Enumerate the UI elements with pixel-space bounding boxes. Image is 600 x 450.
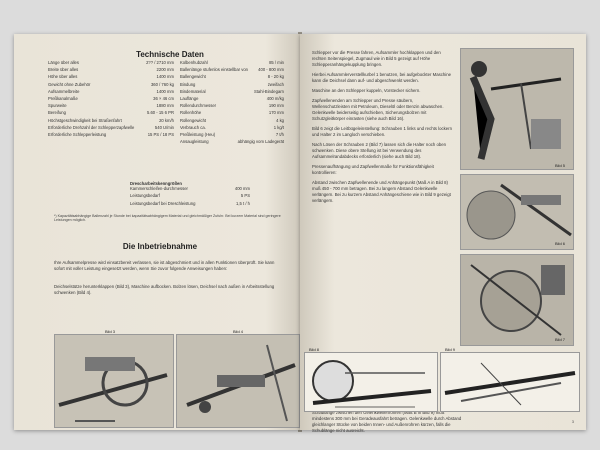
spec-label: Höchstgeschwindigkeit bei Straßenfahrt: [48, 117, 122, 123]
spec-row: [48, 74, 174, 81]
right-paragraph: Schlepper vor die Presse fahren, Aufsammler hochklappen und den rechten Seitenspiegel, Zugmaul wie in Bild 5 gezeigt auf Höhe Schlepperanhängekupplung bringen.: [312, 50, 441, 67]
bild-5-label: Bild 5: [555, 163, 566, 168]
bild-3-label: Bild 3: [105, 329, 116, 334]
spec-label: Ansaugleistung: [180, 139, 209, 145]
right-paragraph: Bild 6 zeigt die Leitbügeleinstellung: Schrauben 1 links und rechts lockern und Halter 2 im Langloch verschieben.: [312, 126, 452, 137]
spec-value: 20 km/h: [159, 117, 174, 123]
figure-bild-7: [460, 254, 574, 346]
spec-value: abhängig vom Ladegerät: [237, 139, 284, 145]
spec-value: zweifach: [267, 81, 284, 87]
spec-value: 85 / min: [269, 60, 284, 65]
spec-label: Höhe über alles: [48, 74, 78, 80]
spec-label: Gewicht ohne Zubehör: [48, 81, 91, 87]
right-paragraph: Nach Lösen der Schrauben 2 (Bild 7) lassen sich die Halter noch oben schwenken. Diese obere Stellung ist bei Verwendung des Aufsammelrandabdecks erforderlich (siehe auch Bild 18).: [312, 142, 446, 159]
figure-bild-5: [460, 48, 574, 170]
spec-label: Leistungsbedarf bei Dreschleistung: [130, 200, 196, 206]
right-page: [300, 34, 586, 433]
spec-row: [180, 60, 284, 67]
right-paragraph: Maschine an den Schlepper kuppeln, Vorstecker sichern.: [312, 88, 421, 93]
bild-4-label: Bild 4: [233, 329, 244, 334]
spec-row: [48, 132, 174, 139]
spec-row: [180, 132, 284, 139]
spec-label: Preßleistung (Heu): [180, 131, 216, 137]
spec-value: 1400 mm: [156, 88, 174, 94]
spec-value: 15 PS / 18 PS: [147, 131, 174, 137]
left-page: [14, 34, 300, 430]
spec-value: 170 mm: [268, 110, 284, 116]
right-paragraph: Pressenaufhängung und Zapfwellenmaße für Funktionsfähigkeit kontrollieren:: [312, 164, 434, 175]
spec-label: Verbrauch ca.: [180, 124, 206, 130]
spec-value: 400 - 800 mm: [258, 67, 284, 73]
figure-bild-9: [440, 347, 580, 412]
intro-paragraph-1: Ihre Aufsammelpresse wird einsatzbereit verlassen, sie ist abgeschmiert und in allen Funktionen überprüft. Sie kann sofort mit voller Leistung eingesetzt werden, wenn Sie zuvor folgende Anweisungen haben:: [54, 260, 275, 271]
spec-value: 190 mm: [268, 103, 284, 109]
figure-bild-8: [304, 347, 438, 412]
right-text-column: [312, 50, 452, 208]
spec-label: Länge über alles: [48, 60, 79, 65]
spec-label: Bindematerial: [180, 88, 206, 94]
spec-row: [180, 67, 284, 74]
spec-value: 2?? / 2710 mm: [146, 60, 174, 65]
figure-bild-4: [176, 329, 300, 428]
spec-label: Ballengewicht: [180, 74, 206, 80]
spec-value: 360 / 760 kg: [150, 81, 174, 87]
spec-label: Lauflänge: [180, 95, 199, 101]
spec-label: Erforderliche Schlepperleistung: [48, 131, 107, 137]
bild-8-label: Bild 8: [309, 347, 320, 352]
spec-label: Spurweite: [48, 103, 67, 109]
figure-bild-6: [460, 174, 574, 250]
page-number: 3: [571, 419, 574, 424]
spec-label: Breite über alles: [48, 67, 79, 73]
spec-value: 540 U/min: [154, 124, 174, 130]
spec-label: Erforderliche Drehzahl der Schlepperzapfwelle: [48, 124, 135, 130]
right-paragraph: Abstand zwischen Zapfwellenende und Anhängepunkt (Maß A in Bild 8) muß 450 - 700 mm betragen. Bei zu langem Abstand Gelenkwelle verlängern. Bei zu kurzem Abstand Anhängeschiene wie in Bild 9 gezeigt verlängern.: [312, 180, 451, 203]
schlepper-row: [130, 193, 250, 200]
spec-row: [180, 125, 284, 132]
spec-value: 7 t/h: [275, 131, 284, 137]
spec-value: 5 PS: [240, 193, 250, 199]
spec-row: [48, 96, 174, 103]
spec-row: [48, 125, 174, 132]
spec-label: Aufsammelbreite: [48, 88, 80, 94]
inbetriebnahme-heading: Die Inbetriebnahme: [122, 242, 198, 251]
schlepper-row: [130, 186, 250, 193]
right-paragraph: Zapfwellenenden am Schlepper und Presse säubern, Wellenschutzleisten mit Petroleum, Dieselöl oder Benzin abwaschen. Gelenkwelle beiderseitig aufschieben, Sicherungsbolzen mit Schutzgleitkörper einrasten (siehe auch Bild 16).: [312, 98, 444, 121]
spec-value: 1400 mm: [156, 74, 174, 80]
spec-row: [48, 82, 174, 89]
spec-label: Kolbenhubzahl: [180, 60, 208, 65]
spec-label: Bindung: [180, 81, 196, 87]
spec-value: 1 kg/t: [273, 124, 284, 130]
figure-bild-9-drawing: [441, 353, 579, 411]
figure-bild-3-drawing: [55, 335, 173, 427]
spec-value: Stahl-Bindegarn: [253, 88, 284, 94]
right-bottom-paragraph: mindestens 300 mm bei Geradeausfahrt betragen. Gelenkwelle durch Abstand gleichlanger Stücke von beiden Innen- und Außenrohren kürzen, falls die Schublänge nicht ausreicht.: [312, 416, 462, 433]
spec-row: [48, 103, 174, 110]
spec-value: 8 - 20 kg: [267, 74, 284, 80]
figure-bild-5-drawing: [461, 49, 573, 169]
footnote: *) Kapazitätsabhängige Ballenzahl je Stunde bei kapazitätsabhängigem Material und gleichmäßiger Zufuhr. Bei kurzem Material sind geringere Leistungen möglich.: [54, 214, 281, 223]
bild-6-label: Bild 6: [555, 241, 566, 246]
spec-row: [48, 67, 174, 74]
specs-left-column: [48, 60, 174, 139]
spec-value: 2200 mm: [156, 67, 174, 73]
bild-9-label: Bild 9: [445, 347, 456, 352]
booklet: [14, 28, 586, 436]
spec-value: 1,5 t / h: [236, 200, 250, 206]
spec-label: Rollendurchmesser: [180, 103, 217, 109]
spec-label: Rollenhöhe: [180, 110, 202, 116]
schlepper-rows: [60, 186, 250, 208]
spec-label: Preßkanalmaße: [48, 95, 78, 101]
bild-7-label: Bild 7: [555, 337, 566, 342]
spec-label: Bereifung: [48, 110, 66, 116]
spec-row: [180, 110, 284, 117]
spec-value: 400 mm: [234, 186, 250, 192]
spec-label: Leistungsbedarf: [130, 193, 160, 199]
spec-row: [180, 118, 284, 125]
schlepper-title: Drescharbeitskenngrößen: [130, 181, 182, 186]
spec-row: [180, 74, 284, 81]
spec-row: [180, 139, 284, 146]
spec-row: [180, 82, 284, 89]
spec-row: [48, 118, 174, 125]
schlepper-row: [130, 201, 250, 208]
spec-label: Rollengewicht: [180, 117, 207, 123]
spec-row: [180, 103, 284, 110]
figure-bild-4-drawing: [177, 335, 299, 427]
specs-right-column: [180, 60, 284, 146]
spec-value: 400 m/kg: [266, 95, 284, 101]
figure-bild-3: [54, 329, 174, 428]
spec-value: 4 kg: [276, 117, 284, 123]
spec-row: [48, 60, 174, 67]
schlepper-section: [60, 181, 250, 208]
intro-paragraph-2: Deichselstütze herunterklappen (Bild 3), Maschine aufbocken. Bolzen lösen, Deichsel nach außen in Arbeitsstellung schwenken (Bild 4).: [54, 284, 275, 295]
spec-row: [48, 89, 174, 96]
figure-bild-6-drawing: [461, 175, 573, 249]
spec-value: 5.60 - 15 6 PR: [146, 110, 174, 116]
spec-label: Ballenlänge stufenlos einstellbar von: [180, 67, 248, 73]
figure-bild-8-drawing: [305, 353, 437, 411]
spec-label: Kammerschleifen-durchmesser: [130, 186, 188, 192]
spec-row: [48, 110, 174, 117]
spec-value: 1880 mm: [156, 103, 174, 109]
right-paragraph: Hierbei Aufsammlerverstellkurbel 1 benutzen, bei aufgebockter Maschine kann die Deichsel dann auf- und abgeschwenkt werden.: [312, 72, 452, 83]
spec-row: [180, 96, 284, 103]
spec-value: 36 × 46 cm: [153, 95, 174, 101]
spec-row: [180, 89, 284, 96]
tech-data-title: Technische Daten: [136, 50, 204, 59]
figure-bild-7-drawing: [461, 255, 573, 345]
